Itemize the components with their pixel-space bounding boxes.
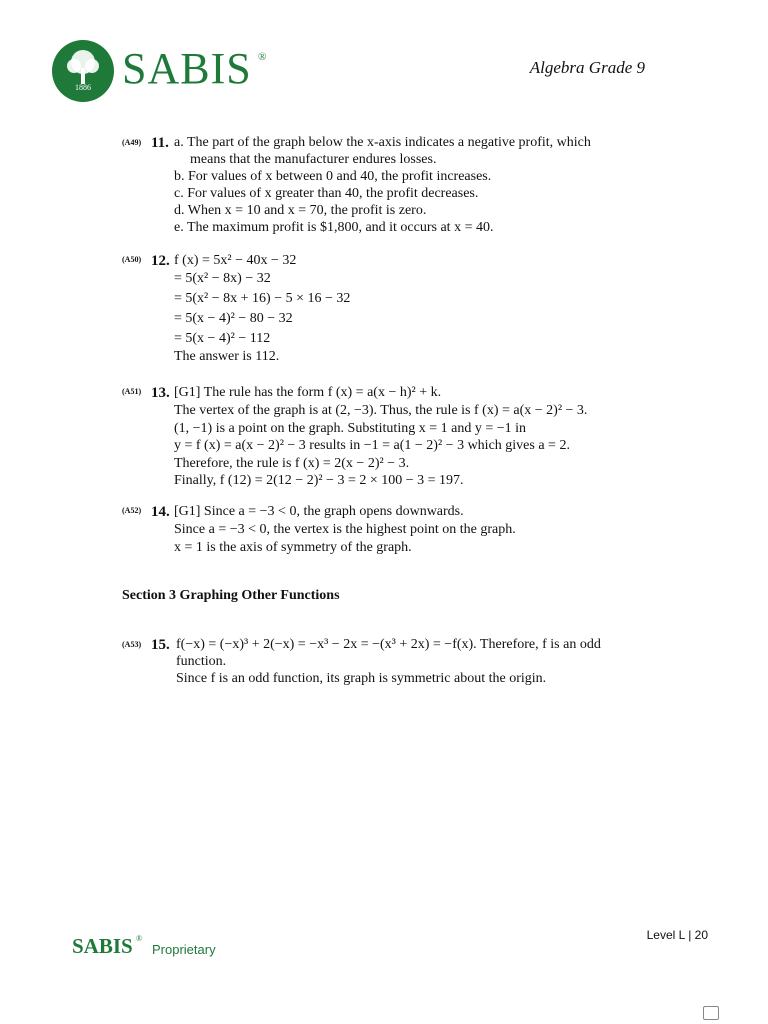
q13-line-4: y = f (x) = a(x − 2)² − 3 results in −1 = a(1 − 2)² − 3 which gives a = 2.	[174, 438, 570, 453]
q11-line-b: b. For values of x between 0 and 40, the profit increases.	[174, 169, 492, 184]
q15-line-2: function.	[176, 654, 227, 669]
logo-year: 1886	[75, 83, 91, 92]
q12-line-3: = 5(x² − 8x + 16) − 5 × 16 − 32	[174, 291, 351, 306]
q15-line-1: f(−x) = (−x)³ + 2(−x) = −x³ − 2x = −(x³ + 2x) = −f(x). Therefore, f is an odd	[176, 637, 601, 652]
footer-brand: SABIS	[72, 934, 133, 958]
q11-line-d: d. When x = 10 and x = 70, the profit is zero.	[174, 203, 427, 218]
q15-line-3: Since f is an odd function, its graph is symmetric about the origin.	[176, 671, 547, 686]
q12-line-1: f (x) = 5x² − 40x − 32	[174, 253, 297, 268]
q13-line-3: (1, −1) is a point on the graph. Substituting x = 1 and y = −1 in	[174, 421, 527, 436]
q12-line-5: = 5(x − 4)² − 112	[174, 331, 271, 346]
q12-line-2: = 5(x² − 8x) − 32	[174, 271, 271, 286]
q14-line-3: x = 1 is the axis of symmetry of the graph.	[174, 540, 412, 555]
question-number-14: 14.	[151, 504, 170, 520]
q11-line-c: c. For values of x greater than 40, the profit decreases.	[174, 186, 479, 201]
course-title: Algebra Grade 9	[529, 58, 645, 77]
answer-tag-a50: (A50)	[122, 255, 142, 264]
corner-stamp-icon	[703, 1006, 719, 1020]
q11-line-e: e. The maximum profit is $1,800, and it occurs at x = 40.	[174, 220, 494, 235]
logo-wordmark: SABIS	[122, 44, 252, 93]
q13-line-2: The vertex of the graph is at (2, −3). Thus, the rule is f (x) = a(x − 2)² − 3.	[174, 403, 588, 418]
q12-line-6: The answer is 112.	[174, 349, 280, 364]
logo-emblem	[52, 40, 114, 102]
tree-icon	[52, 40, 114, 102]
footer-registered-mark: ®	[136, 934, 143, 943]
q14-line-2: Since a = −3 < 0, the vertex is the highest point on the graph.	[174, 522, 516, 537]
q13-line-5: Therefore, the rule is f (x) = 2(x − 2)² − 3.	[174, 456, 410, 471]
question-number-13: 13.	[151, 385, 170, 401]
answer-tag-a53: (A53)	[122, 640, 142, 649]
q11-line-a1: a. The part of the graph below the x-axis indicates a negative profit, which	[174, 135, 591, 150]
question-number-15: 15.	[151, 637, 170, 653]
answer-tag-a51: (A51)	[122, 387, 142, 396]
question-number-11: 11.	[151, 135, 169, 151]
question-number-12: 12.	[151, 253, 170, 269]
answer-tag-a49: (A49)	[122, 138, 142, 147]
page-number: Level L | 20	[646, 928, 708, 942]
answer-tag-a52: (A52)	[122, 506, 142, 515]
q14-line-1: [G1] Since a = −3 < 0, the graph opens downwards.	[174, 504, 464, 519]
q13-line-6: Finally, f (12) = 2(12 − 2)² − 3 = 2 × 100 − 3 = 197.	[174, 473, 464, 488]
section-title: Section 3 Graphing Other Functions	[122, 588, 340, 603]
q13-line-1: [G1] The rule has the form f (x) = a(x − h)² + k.	[174, 385, 442, 400]
q12-line-4: = 5(x − 4)² − 80 − 32	[174, 311, 293, 326]
logo-registered-mark: ®	[258, 51, 267, 63]
footer-proprietary: Proprietary	[152, 942, 216, 957]
q11-line-a2: means that the manufacturer endures losses.	[190, 152, 437, 167]
